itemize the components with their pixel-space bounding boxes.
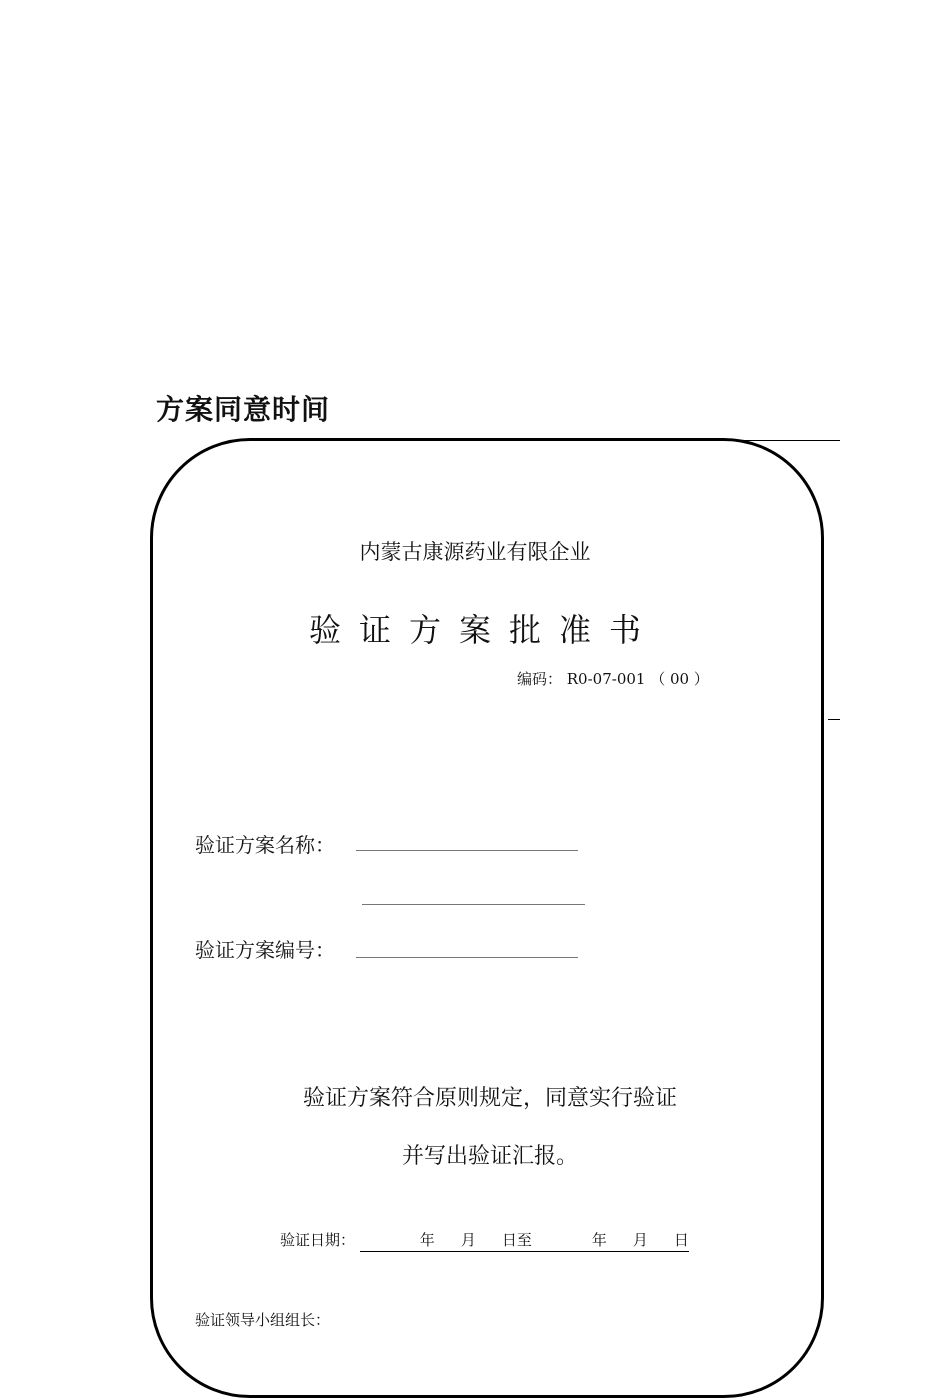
- title-char: 书: [609, 611, 642, 649]
- month-text: 月: [632, 1231, 648, 1249]
- validation-date-blank[interactable]: [360, 1229, 689, 1252]
- validation-date-row: [280, 1229, 689, 1252]
- validation-date-label: 验证日期：: [280, 1231, 356, 1249]
- section-heading: 方案同意时间: [156, 393, 331, 426]
- year-text: 年: [591, 1231, 607, 1249]
- approval-form-frame: [150, 438, 824, 1398]
- protocol-name-blank-continued[interactable]: [362, 904, 585, 905]
- day-text: 日: [673, 1231, 689, 1249]
- protocol-number-label: 验证方案编号：: [195, 938, 335, 962]
- title-char: 方: [408, 611, 441, 649]
- company-name: 内蒙古康源药业有限企业: [359, 540, 591, 564]
- protocol-name-blank[interactable]: [356, 850, 578, 851]
- day-to-text: 日至: [501, 1231, 532, 1249]
- year-text: 年: [419, 1231, 435, 1249]
- month-text: 月: [460, 1231, 476, 1249]
- side-rule: [828, 719, 840, 720]
- document-title: [0, 605, 950, 651]
- approval-statement-line2: 并写出验证汇报。: [401, 1144, 578, 1169]
- title-char: 准: [559, 611, 592, 649]
- title-char: 批: [509, 611, 542, 649]
- document-code: 编码： R0-07-001 （ 00 ）: [517, 670, 709, 688]
- title-char: 证: [358, 611, 391, 649]
- protocol-name-label: 验证方案名称：: [195, 833, 335, 857]
- protocol-number-blank[interactable]: [356, 957, 578, 958]
- title-char: 验: [308, 611, 341, 649]
- header-rule: [740, 440, 840, 441]
- approval-statement-line1: 验证方案符合原则规定，同意实行验证: [302, 1086, 677, 1111]
- team-leader-label: 验证领导小组组长：: [195, 1311, 331, 1329]
- title-char: 案: [458, 611, 491, 649]
